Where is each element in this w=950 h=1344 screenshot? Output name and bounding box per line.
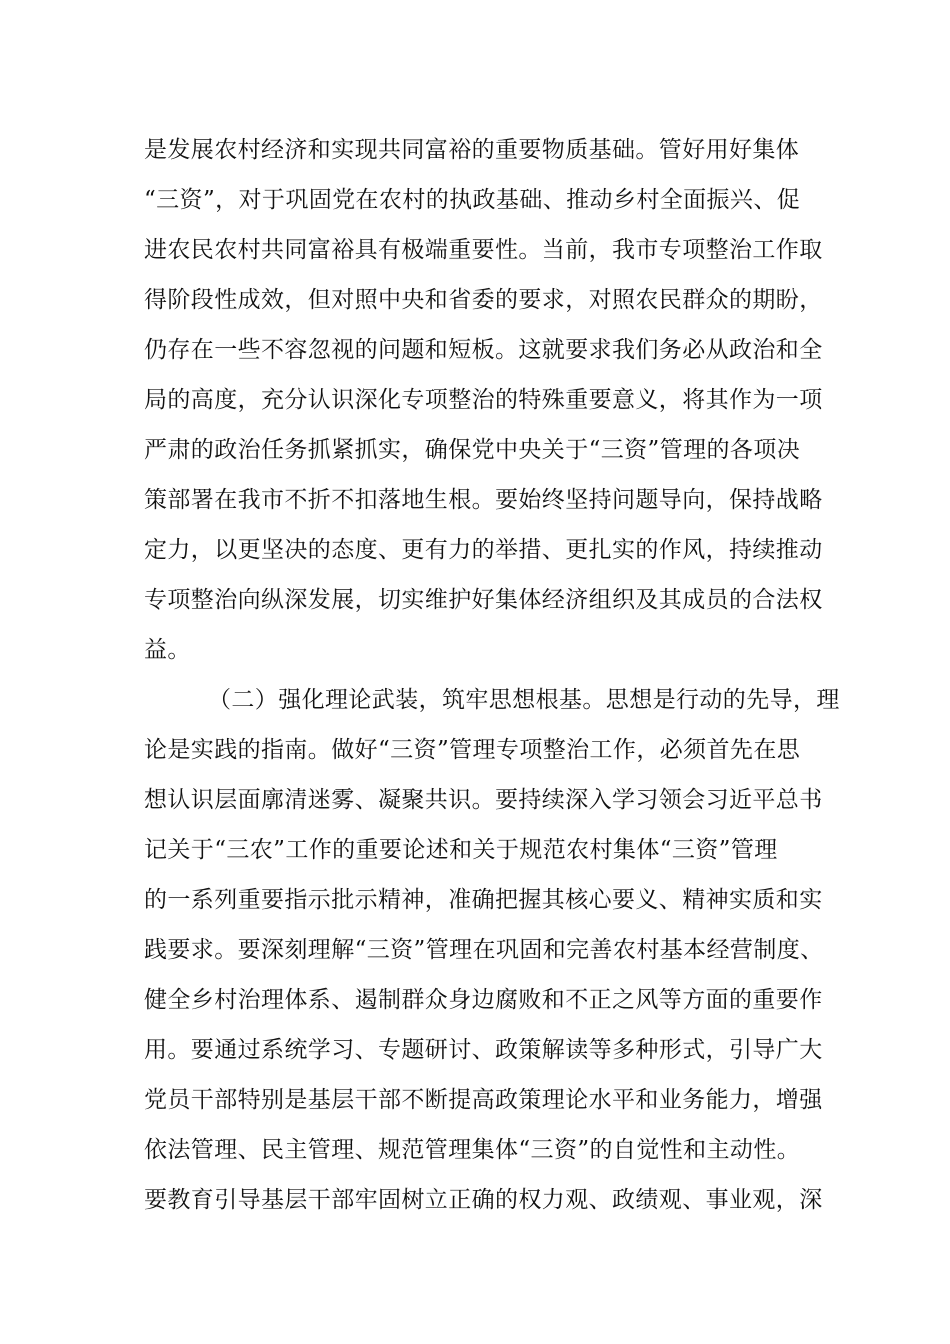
text-line: 进农民农村共同富裕具有极端重要性。当前，我市专项整治工作取 [144,237,823,263]
text-line: 仍存在一些不容忽视的问题和短板。这就要求我们务必从政治和全 [144,337,823,363]
text-line: 依法管理、民主管理、规范管理集体“三资”的自觉性和主动性。 [144,1137,801,1163]
text-line: 严肃的政治任务抓紧抓实，确保党中央关于“三资”管理的各项决 [144,437,801,463]
text-line: 想认识层面廓清迷雾、凝聚共识。要持续深入学习领会习近平总书 [144,787,823,813]
text-line: 论是实践的指南。做好“三资”管理专项整治工作，必须首先在思 [144,737,801,763]
text-line: 益。 [144,637,191,663]
section-heading-line: （二）强化理论武装，筑牢思想根基。思想是行动的先导，理 [208,687,840,713]
text-line: 得阶段性成效，但对照中央和省委的要求，对照农民群众的期盼， [144,287,823,313]
text-line: 策部署在我市不折不扣落地生根。要始终坚持问题导向，保持战略 [144,487,823,513]
text-line: 局的高度，充分认识深化专项整治的特殊重要意义，将其作为一项 [144,387,823,413]
text-line: 定力，以更坚决的态度、更有力的举措、更扎实的作风，持续推动 [144,537,823,563]
text-line: “三资”，对于巩固党在农村的执政基础、推动乡村全面振兴、促 [144,187,801,213]
text-line: 记关于“三农”工作的重要论述和关于规范农村集体“三资”管理 [144,837,778,863]
text-line: 是发展农村经济和实现共同富裕的重要物质基础。管好用好集体 [144,137,800,163]
text-line: 专项整治向纵深发展，切实维护好集体经济组织及其成员的合法权 [144,587,823,613]
text-line: 践要求。要深刻理解“三资”管理在巩固和完善农村基本经营制度、 [144,937,824,963]
text-line: 健全乡村治理体系、遏制群众身边腐败和不正之风等方面的重要作 [144,987,823,1013]
text-line: 用。要通过系统学习、专题研讨、政策解读等多种形式，引导广大 [144,1037,823,1063]
text-line: 的一系列重要指示批示精神，准确把握其核心要义、精神实质和实 [144,887,823,913]
text-line: 要教育引导基层干部牢固树立正确的权力观、政绩观、事业观，深 [144,1187,823,1213]
text-line: 党员干部特别是基层干部不断提高政策理论水平和业务能力，增强 [144,1087,823,1113]
